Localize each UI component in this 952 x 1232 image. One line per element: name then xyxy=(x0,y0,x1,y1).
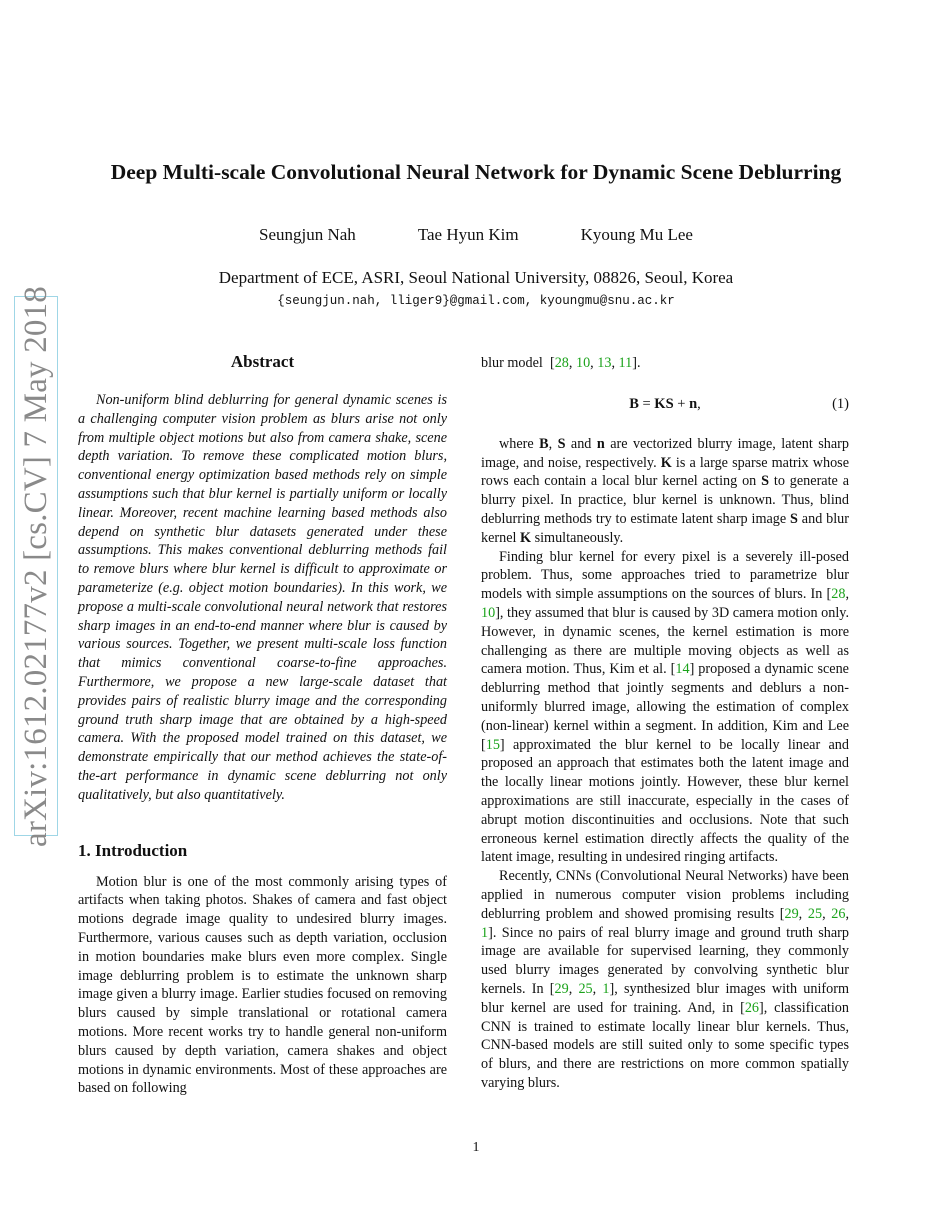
equation-description: where B, S and n are vectorized blurry image, latent sharp image, and noise, respectively. K is a large sparse matrix whose rows each contain a local blur kernel acting on S to generate a blurry pixel. In practice, blur kernel is unknown. Thus, blind deblurring methods try to estimate latent sharp image S and blur kernel K simultaneously. xyxy=(481,435,850,546)
citation-link[interactable]: 10 xyxy=(481,604,496,621)
citation-link[interactable]: 25 xyxy=(807,905,823,922)
citation-link[interactable]: 14 xyxy=(675,661,690,678)
citation-link[interactable]: 29 xyxy=(784,905,799,922)
equation-number: (1) xyxy=(832,396,849,413)
continued-paragraph: blur model [28, 10, 13, 11]. xyxy=(481,355,641,371)
body-paragraph: Recently, CNNs (Convolutional Neural Networks) have been applied in numerous computer vision problems including deblurring problem and showed promising results [29, 25, 26, 1]. Since no pairs of real blurry image and ground truth sharp image are available for supervised learning, they commonly used blurry images generated by convolving synthetic blur kernels. In [29, 25, 1], synthesized blur images with uniform blur kernel are used for training. And, in [26], classification CNN is trained to estimate locally linear blur kernels. Thus, CNN-based models are still suited only to some specific types of blurs, and there are restrictions on more common spatially varying blurs. xyxy=(481,868,850,1091)
right-column xyxy=(481,354,849,1093)
affiliation: Department of ECE, ASRI, Seoul National University, 08826, Seoul, Korea xyxy=(218,268,734,287)
citation-link[interactable]: 26 xyxy=(831,905,846,922)
author-emails: {seungjun.nah, lliger9}@gmail.com, kyoungmu@snu.ac.kr xyxy=(277,294,675,308)
citation-link[interactable]: 25 xyxy=(578,980,593,997)
abstract-text: Non-uniform blind deblurring for general dynamic scenes is a challenging computer vision problem as blurs arise not only from multiple object motions but also from camera shake, scene depth variation. To remove these complicated motion blurs, conventional energy optimization based methods rely on simple assumptions such that blur kernel is partially uniform or locally linear. Moreover, recent machine learning based methods also depend on synthetic blur datasets generated under these assumptions. This makes conventional deblurring methods fail to remove blurs where blur kernel is difficult to approximate or parameterize (e.g. object motion boundaries). In this work, we propose a multi-scale convolutional neural network that restores sharp images in an end-to-end manner where blur is caused by various sources. Together, we present multi-scale loss function that mimics conventional coarse-to-fine approaches. Furthermore, we propose a new large-scale dataset that provides pairs of realistic blurry image and the corresponding ground truth sharp image that are obtained by a high-speed camera. With the proposed model trained on this dataset, we demonstrate empirically that our method achieves the state-of-the-art performance in dynamic scene deblurring not only qualitatively, but also quantitatively. xyxy=(78,392,447,803)
body-paragraph: Finding blur kernel for every pixel is a severely ill-posed problem. Thus, some approaches tried to parametrize blur models with simple assumptions on the sources of blurs. In [28, 10], they assumed that blur is caused by 3D camera motion only. However, in dynamic scenes, the kernel estimation is more challenging as there are multiple moving objects as well as camera motion. Thus, Kim et al. [14] proposed a dynamic scene deblurring method that jointly segments and deblurs a non-uniformly blurred image, allowing the estimation of complex (non-linear) kernel within a segment. In addition, Kim and Lee [15] approximated the blur kernel to be locally linear and proposed an approach that estimates both the latent image and the locally linear motions jointly. However, these blur kernel approximations are still inaccurate, especially in the cases of abrupt motion discontinuities and occlusions. Note that such erroneous kernel estimation directly affects the quality of the latent image, resulting in undesired ringing artifacts. xyxy=(481,548,849,866)
equation-body: B = KS + n, xyxy=(629,396,701,413)
arxiv-stamp-text: arXiv:1612.02177v2 [cs.CV] 7 May 2018 xyxy=(17,285,54,847)
citation-link[interactable]: 1 xyxy=(602,980,610,997)
citation-link[interactable]: 26 xyxy=(744,999,759,1016)
citation-link[interactable]: 29 xyxy=(554,980,569,997)
equation-1 xyxy=(481,385,849,425)
left-column xyxy=(78,352,447,1098)
section-heading-introduction: 1. Introduction xyxy=(78,840,188,860)
citation-link[interactable]: 28 xyxy=(831,586,846,603)
author-name: Seungjun Nah xyxy=(259,225,356,244)
author-name: Tae Hyun Kim xyxy=(417,225,519,244)
author-name: Kyoung Mu Lee xyxy=(580,225,693,244)
intro-paragraph: Motion blur is one of the most commonly arising types of artifacts when taking photos. Shakes of camera and fast object motions degrade image quality to undesired blurry images. Furthermore, various causes such as depth variation, occlusion in motion boundaries make blurs even more complex. Single image deblurring problem is to estimate the unknown sharp image given a blurry image. Earlier studies focused on removing blurs caused by simple translational or rotational camera motions. More recent works try to handle general non-uniform blurs caused by depth variation, camera shakes and object motions in dynamic environments. Most of these approaches are based on following xyxy=(78,873,447,1097)
author-list xyxy=(0,225,952,245)
citation-link[interactable]: 1 xyxy=(481,924,489,941)
citation-link[interactable]: 15 xyxy=(485,736,500,753)
arxiv-stamp xyxy=(14,285,58,847)
paper-title: Deep Multi-scale Convolutional Neural Network for Dynamic Scene Deblurring xyxy=(110,160,842,184)
citation-link[interactable]: 13 xyxy=(597,355,612,371)
citation-link[interactable]: 10 xyxy=(575,355,591,371)
citation-link[interactable]: 11 xyxy=(618,355,633,371)
citation-link[interactable]: 28 xyxy=(554,355,569,371)
page-number: 1 xyxy=(472,1140,480,1155)
abstract-heading: Abstract xyxy=(230,352,295,371)
